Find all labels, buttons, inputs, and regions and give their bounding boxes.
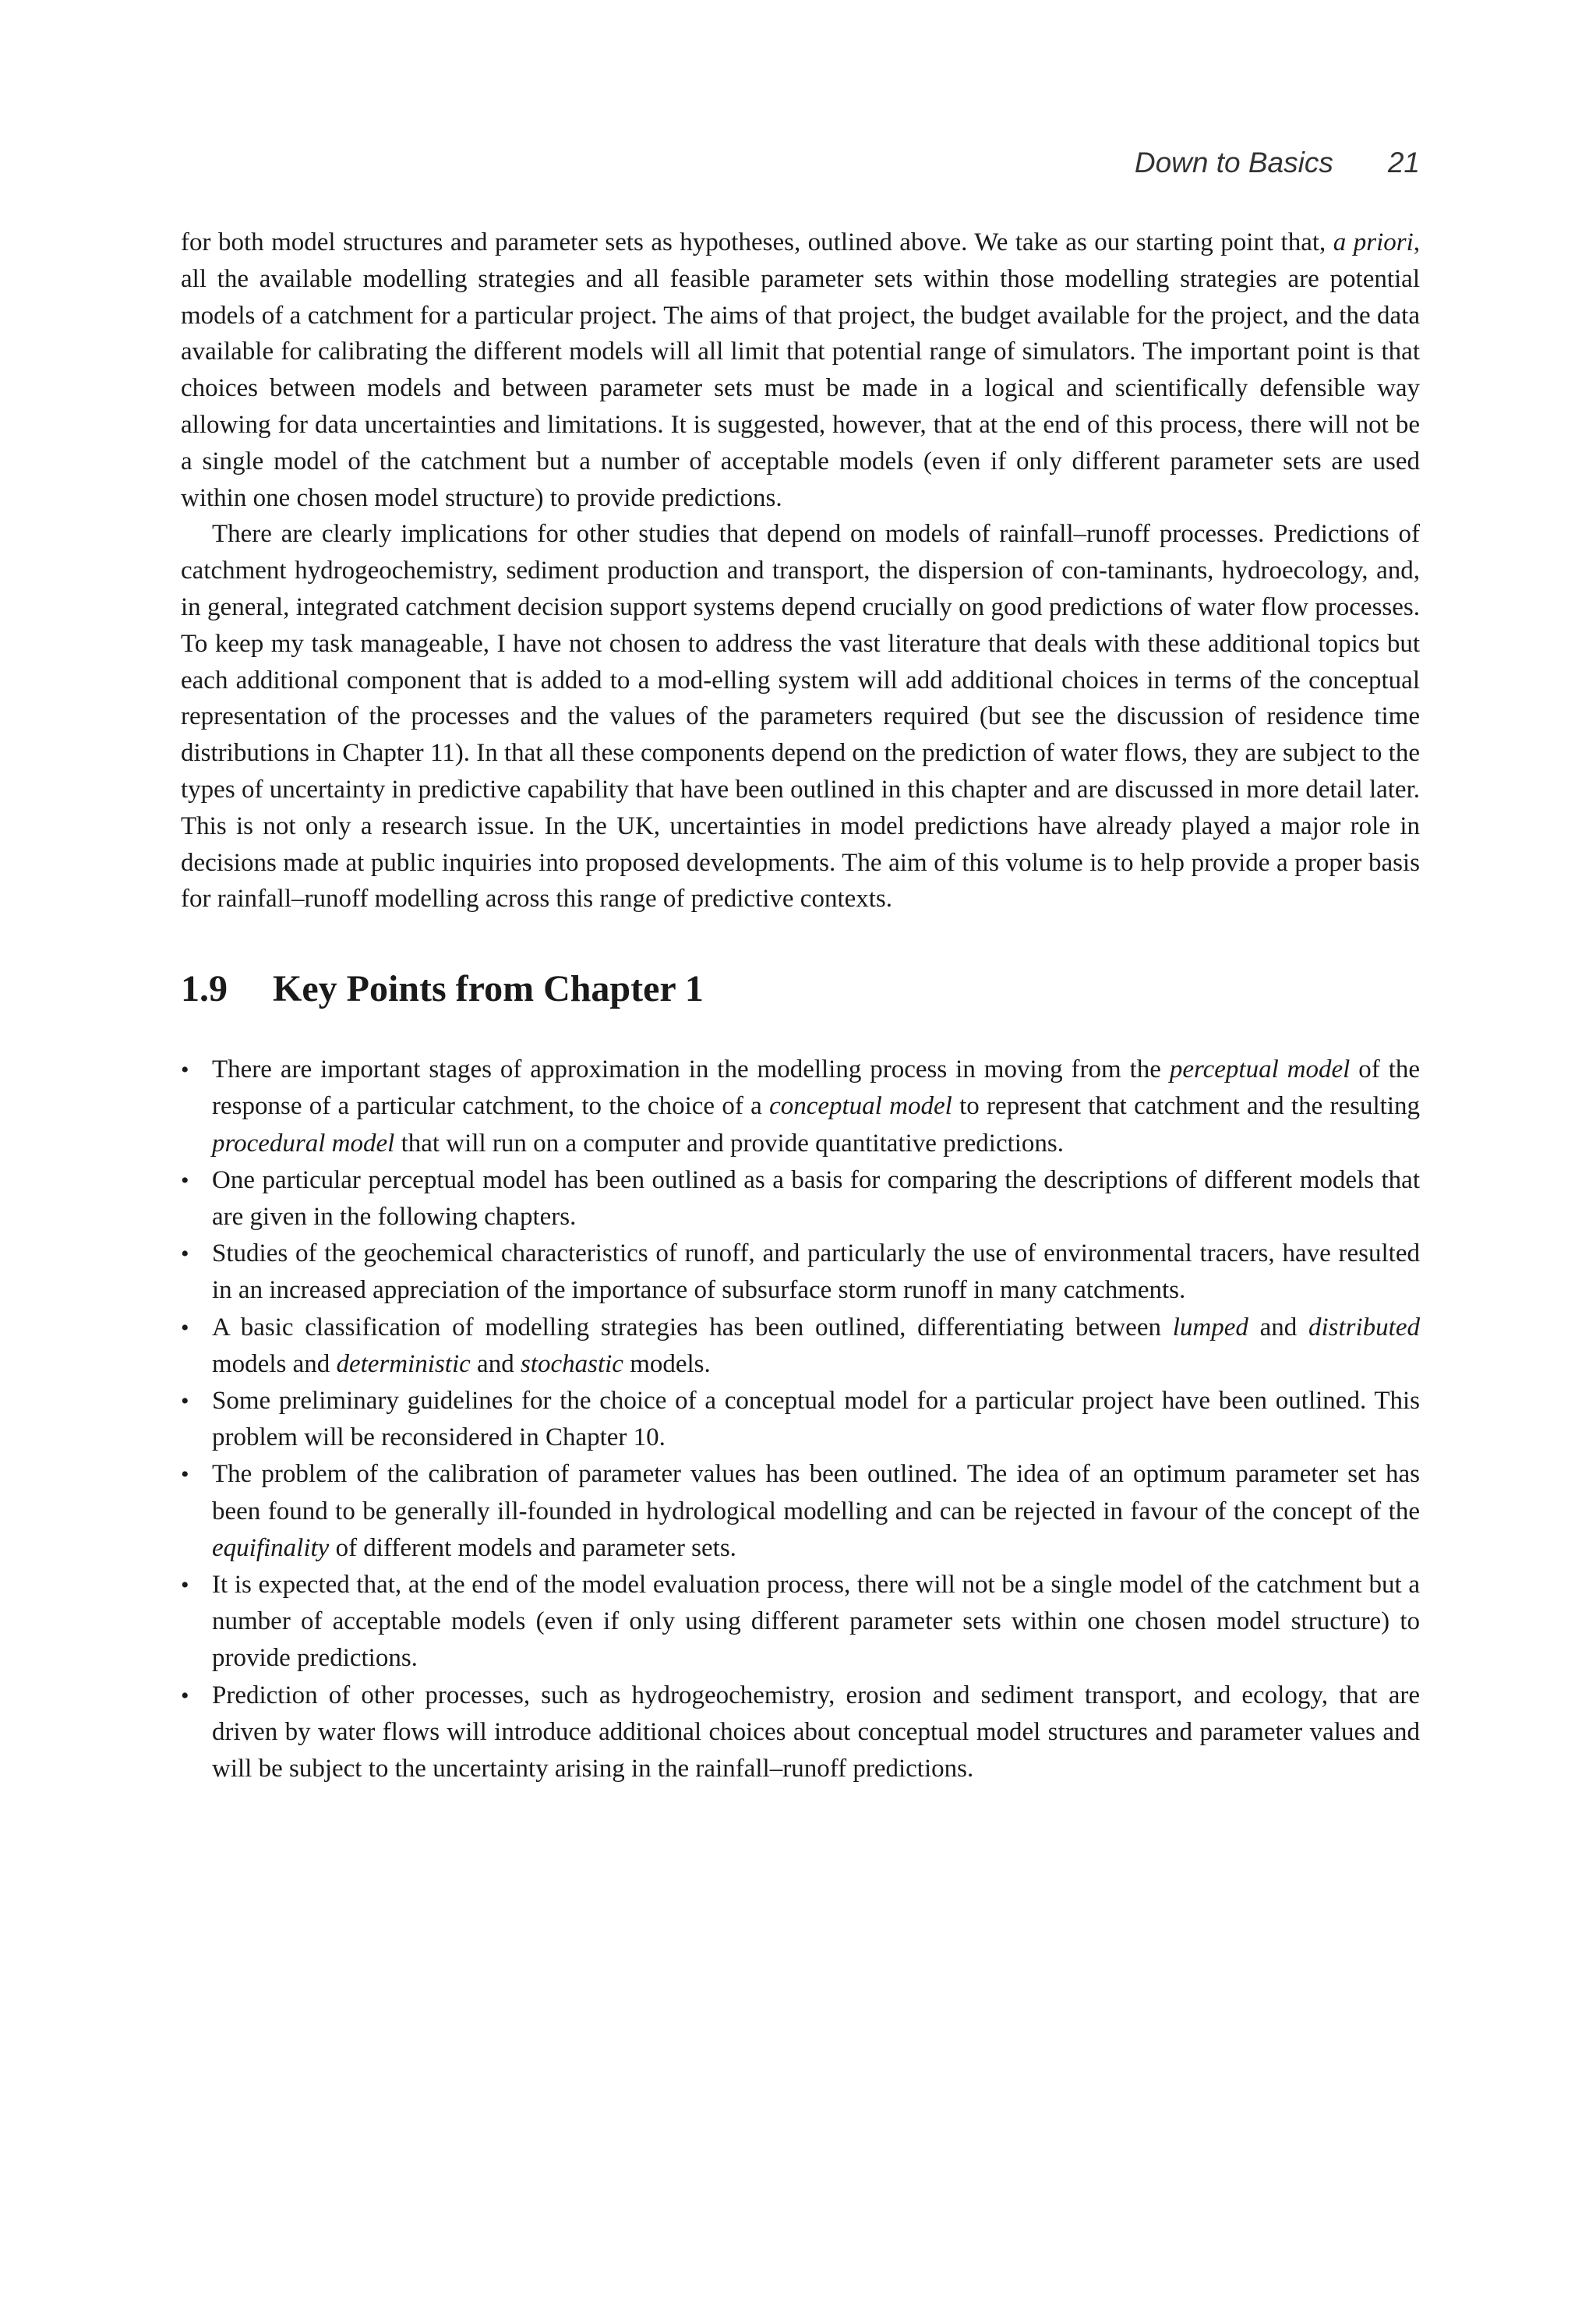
running-title: Down to Basics — [1134, 147, 1333, 179]
italic-term: stochastic — [520, 1349, 623, 1378]
key-point-item — [181, 1310, 1420, 1383]
italic-term: lumped — [1172, 1313, 1248, 1342]
bullet-icon: • — [181, 1462, 189, 1488]
italic-term: distributed — [1308, 1313, 1420, 1342]
key-point-text: Studies of the geochemical characteristics of runoff, and particularly the use of environmental tracers, have resulted in an increased appreciation of the importance of subsurface storm runoff in many catchments. — [212, 1239, 1420, 1305]
section-number: 1.9 — [181, 968, 228, 1010]
bullet-icon: • — [181, 1571, 189, 1598]
bullet-icon: • — [181, 1314, 189, 1341]
italic-term: perceptual model — [1169, 1055, 1351, 1084]
key-point-text: It is expected that, at the end of the model evaluation process, there will not be a single model of the catchment but a number of acceptable models (even if only using different parameter sets within one chosen model structure) to provide predictions. — [212, 1570, 1420, 1673]
body-paragraph: for both model structures and parameter sets as hypotheses, outlined above. We take as our starting point that, a priori, all the available modelling strategies and all feasible parameter sets within those modelling strategies are potential models of a catchment for a particular project. The aims of that project, the budget available for the project, and the data available for calibrating the different models will all limit that potential range of simulators. The important point is that choices between models and between parameter sets must be made in a logical and scientifically defensible way allowing for data uncertainties and limitations. It is suggested, however, that at the end of this process, there will not be a single model of the catchment but a number of acceptable models (even if only different parameter sets are used within one chosen model structure) to provide predictions. — [181, 228, 1421, 512]
key-point-text: One particular perceptual model has been outlined as a basis for comparing the descriptions of different models that are given in the following chapters. — [212, 1165, 1420, 1231]
key-point-item — [181, 1052, 1420, 1162]
key-point-text: Some preliminary guidelines for the choice of a conceptual model for a particular project have been outlined. This problem will be reconsidered in Chapter 10. — [212, 1386, 1420, 1452]
key-point-item — [181, 1567, 1420, 1677]
italic-term: equifinality — [212, 1533, 330, 1562]
bullet-icon: • — [181, 1167, 189, 1193]
bullet-icon: • — [181, 1388, 189, 1414]
key-point-item — [181, 1383, 1420, 1456]
key-point-text: A basic classification of modelling strategies has been outlined, differentiating between lumped and distributed models and deterministic and stochastic models. — [212, 1313, 1420, 1378]
italic-term: deterministic — [336, 1349, 471, 1378]
body-paragraph: There are clearly implications for other studies that depend on models of rainfall–runoff processes. Predictions of catchment hydrogeochemistry, sediment production and transport, the dispersion of con-taminants, hydroecology, and, in general, integrated catchment decision support systems depend crucially on good predictions of water flow processes. To keep my task manageable, I have not chosen to address the vast literature that deals with these additional topics but each additional component that is added to a mod-elling system will add additional choices in terms of the conceptual representation of the processes and the values of the parameters required (but see the discussion of residence time distributions in Chapter 11). In that all these components depend on the prediction of water flows, they are subject to the types of uncertainty in predictive capability that have been outlined in this chapter and are discussed in more detail later. This is not only a research issue. In the UK, uncertainties in model predictions have already played a major role in decisions made at public inquiries into proposed developments. The aim of this volume is to help provide a proper basis for rainfall–runoff modelling across this range of predictive contexts. — [181, 520, 1420, 914]
key-point-item — [181, 1677, 1420, 1788]
key-point-item — [181, 1236, 1420, 1309]
page-content — [181, 224, 1420, 1787]
key-point-item — [181, 1162, 1420, 1236]
key-point-text: The problem of the calibration of parameter values has been outlined. The idea of an optimum parameter set has been found to be generally ill-founded in hydrological modelling and can be rejected in favour of the concept of the equifinality of different models and parameter sets. — [212, 1460, 1420, 1562]
section-title: Key Points from Chapter 1 — [273, 968, 704, 1010]
italic-term: conceptual model — [769, 1092, 952, 1121]
key-point-text: There are important stages of approximation in the modelling process in moving from the perceptual model of the response of a particular catchment, to the choice of a conceptual model to represent that catchment and the resulting procedural model that will run on a computer and provide quantitative predictions. — [212, 1055, 1421, 1158]
section-heading — [181, 964, 1420, 1014]
key-point-text: Prediction of other processes, such as hydrogeochemistry, erosion and sediment transport, and ecology, that are driven by water flows will introduce additional choices about conceptual model structures and parameter values and will be subject to the uncertainty arising in the rainfall–runoff predictions. — [212, 1681, 1420, 1783]
bullet-icon: • — [181, 1682, 189, 1709]
bullet-icon: • — [181, 1241, 189, 1267]
italic-term: a priori — [1333, 228, 1414, 256]
italic-term: procedural model — [212, 1129, 395, 1158]
bullet-icon: • — [181, 1057, 189, 1083]
running-head — [181, 145, 1420, 181]
key-points-list — [181, 1052, 1420, 1787]
key-point-item — [181, 1456, 1420, 1567]
page-number: 21 — [1387, 147, 1420, 179]
